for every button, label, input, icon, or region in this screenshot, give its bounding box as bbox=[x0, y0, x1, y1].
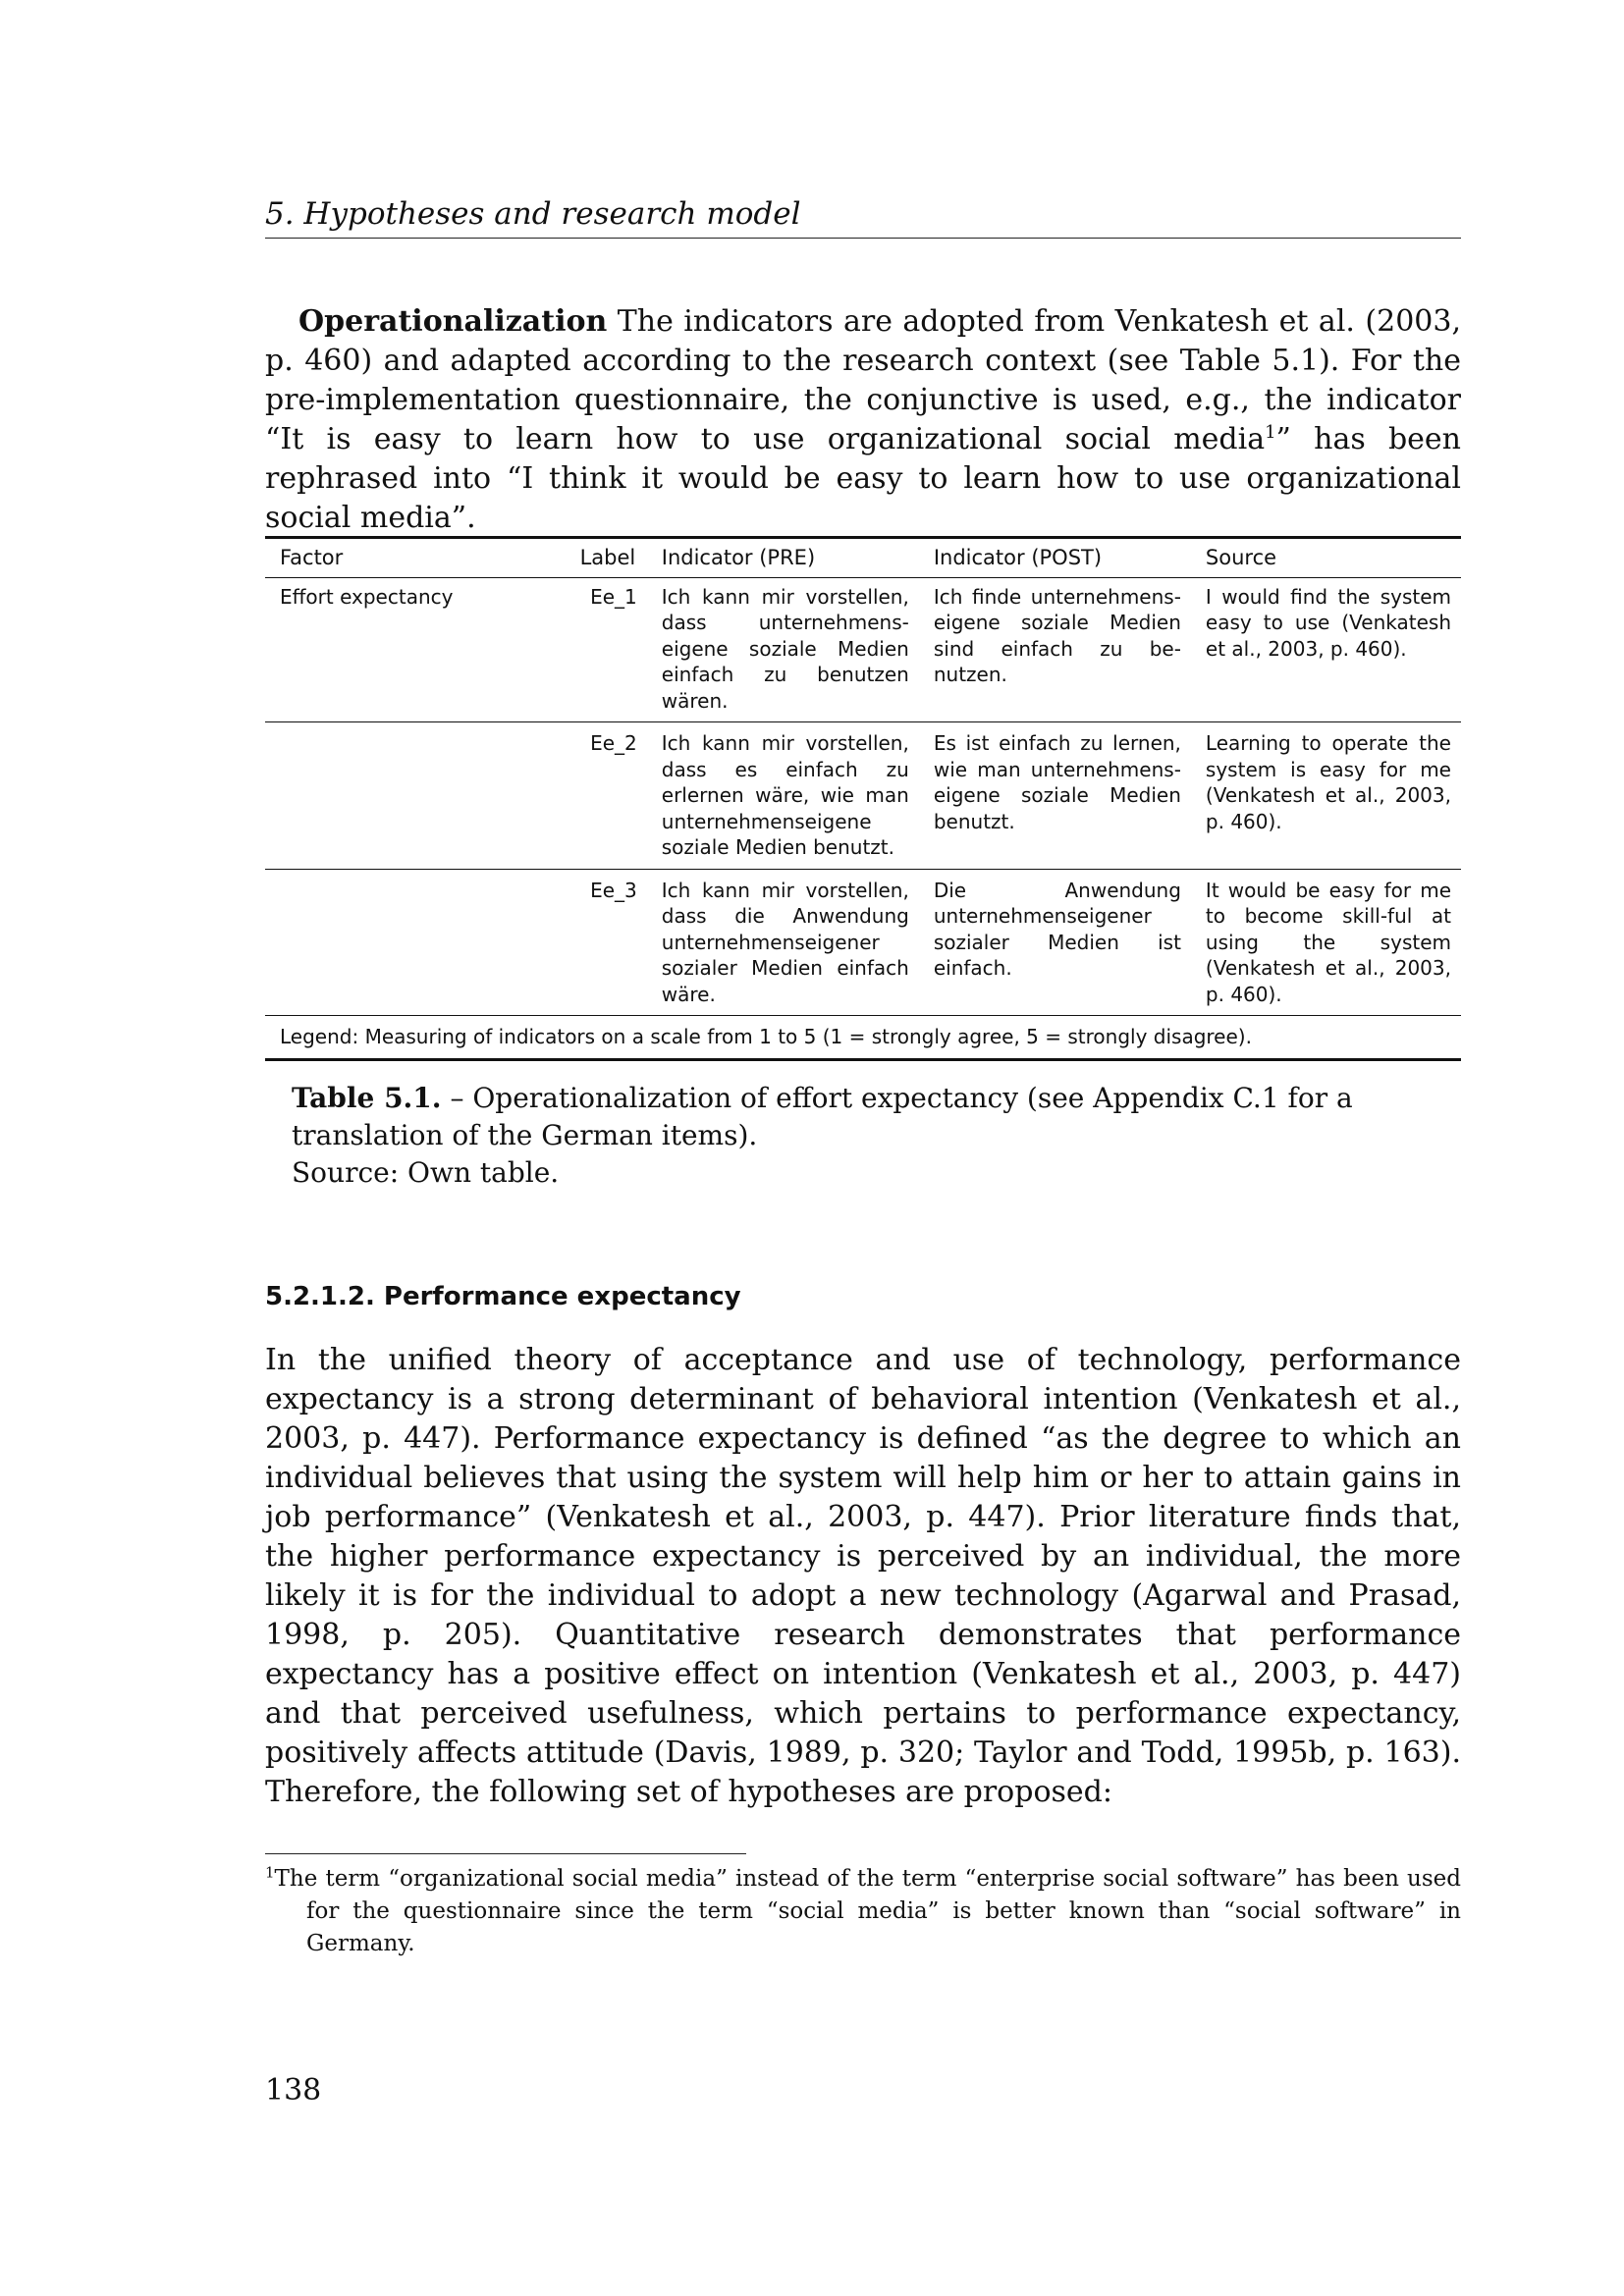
cell-indicator-pre: Ich kann mir vorstellen, dass unternehmens-eigene soziale Medien einfach zu benutzen wären. bbox=[661, 584, 909, 713]
intro-text: The indicators are adopted from Venkatesh et al. (2003, p. 460) and adapted according to the research context (see Table 5.1). For the pre-implementation questionnaire, the conjunctive is used, e.g., the indicator “It is easy to learn how to use organizational social media bbox=[265, 304, 1461, 456]
cell-indicator-post: Ich finde unternehmens-eigene soziale Medien sind einfach zu be-nutzen. bbox=[933, 584, 1181, 686]
header-factor: Factor bbox=[280, 546, 344, 569]
cell-source: It would be easy for me to become skill-ful at using the system (Venkatesh et al., 2003, p. 460). bbox=[1205, 878, 1451, 1006]
running-header bbox=[265, 196, 1461, 239]
intro-paragraph bbox=[265, 302, 1461, 538]
page-number: 138 bbox=[265, 2073, 322, 2108]
section-heading: 5.2.1.2. Performance expectancy bbox=[265, 1282, 741, 1311]
footnote-reference[interactable]: 1 bbox=[1265, 422, 1276, 443]
cell-label: Ee_3 bbox=[590, 878, 637, 902]
cell-label: Ee_2 bbox=[590, 731, 637, 755]
paragraph-lead: Operationalization bbox=[298, 304, 608, 339]
table-row bbox=[265, 869, 1461, 1016]
caption-line bbox=[292, 1080, 1440, 1154]
cell-label: Ee_1 bbox=[590, 584, 637, 609]
running-title: 5. Hypotheses and research model bbox=[265, 196, 801, 232]
header-source: Source bbox=[1205, 546, 1277, 569]
cell-indicator-pre: Ich kann mir vorstellen, dass die Anwendung unternehmenseigener sozialer Medien einfach wäre. bbox=[661, 878, 909, 1006]
footnote-divider bbox=[265, 1853, 746, 1854]
body-paragraph: In the unified theory of acceptance and use of technology, performance expectancy is a strong determinant of behavioral intention (Venkatesh et al., 2003, p. 447). Performance expectancy is defined “as the degree to which an individual believes that using the system will help him or her to attain gains in job performance” (Venkatesh et al., 2003, p. 447). Prior literature finds that, the higher performance expectancy is perceived by an individual, the more likely it is for the individual to adopt a new technology (Agarwal and Prasad, 1998, p. 205). Quantitative research demonstrates that performance expectancy has a positive effect on intention (Venkatesh et al., 2003, p. 447) and that perceived usefulness, which pertains to performance expectancy, positively affects attitude (Davis, 1989, p. 320; Taylor and Todd, 1995b, p. 163). Therefore, the following set of hypotheses are proposed: bbox=[265, 1343, 1461, 1809]
cell-indicator-post: Es ist einfach zu lernen, wie man unternehmens-eigene soziale Medien benutzt. bbox=[933, 731, 1181, 833]
operationalization-table-container bbox=[265, 536, 1461, 1061]
cell-source: I would find the system easy to use (Venkatesh et al., 2003, p. 460). bbox=[1205, 584, 1451, 661]
table-caption bbox=[292, 1080, 1440, 1192]
cell-factor: Effort expectancy bbox=[280, 584, 454, 609]
cell-factor bbox=[265, 869, 566, 1016]
table-legend: Legend: Measuring of indicators on a scale from 1 to 5 (1 = strongly agree, 5 = strongly disagree). bbox=[265, 1016, 1461, 1060]
intro-text-continued: ” has been rephrased into “I think it would be easy to learn how to use organizational social media”. bbox=[265, 422, 1461, 535]
header-label: Label bbox=[579, 546, 636, 569]
footnote-mark: 1 bbox=[265, 1863, 275, 1882]
cell-factor bbox=[265, 722, 566, 870]
caption-source: Source: Own table. bbox=[292, 1156, 560, 1189]
table-legend-row bbox=[265, 1016, 1461, 1060]
header-indicator-pre: Indicator (PRE) bbox=[661, 546, 816, 569]
caption-label: Table 5.1. bbox=[292, 1082, 442, 1114]
header-indicator-post: Indicator (POST) bbox=[933, 546, 1103, 569]
table-header-row bbox=[265, 538, 1461, 578]
table-row bbox=[265, 722, 1461, 870]
footnote bbox=[265, 1863, 1461, 1960]
caption-text: – Operationalization of effort expectancy (see Appendix C.1 for a translation of the German items). bbox=[292, 1082, 1353, 1151]
cell-indicator-post: Die Anwendung unternehmenseigener sozialer Medien ist einfach. bbox=[933, 878, 1181, 980]
table-row bbox=[265, 577, 1461, 722]
cell-indicator-pre: Ich kann mir vorstellen, dass es einfach zu erlernen wäre, wie man unternehmenseigene soziale Medien benutzt. bbox=[661, 731, 909, 859]
cell-source: Learning to operate the system is easy for me (Venkatesh et al., 2003, p. 460). bbox=[1205, 731, 1451, 833]
operationalization-table bbox=[265, 536, 1461, 1061]
footnote-text: The term “organizational social media” instead of the term “enterprise social software” has been used for the questionnaire since the term “social media” is better known than “social software” in Germany. bbox=[274, 1866, 1461, 1956]
